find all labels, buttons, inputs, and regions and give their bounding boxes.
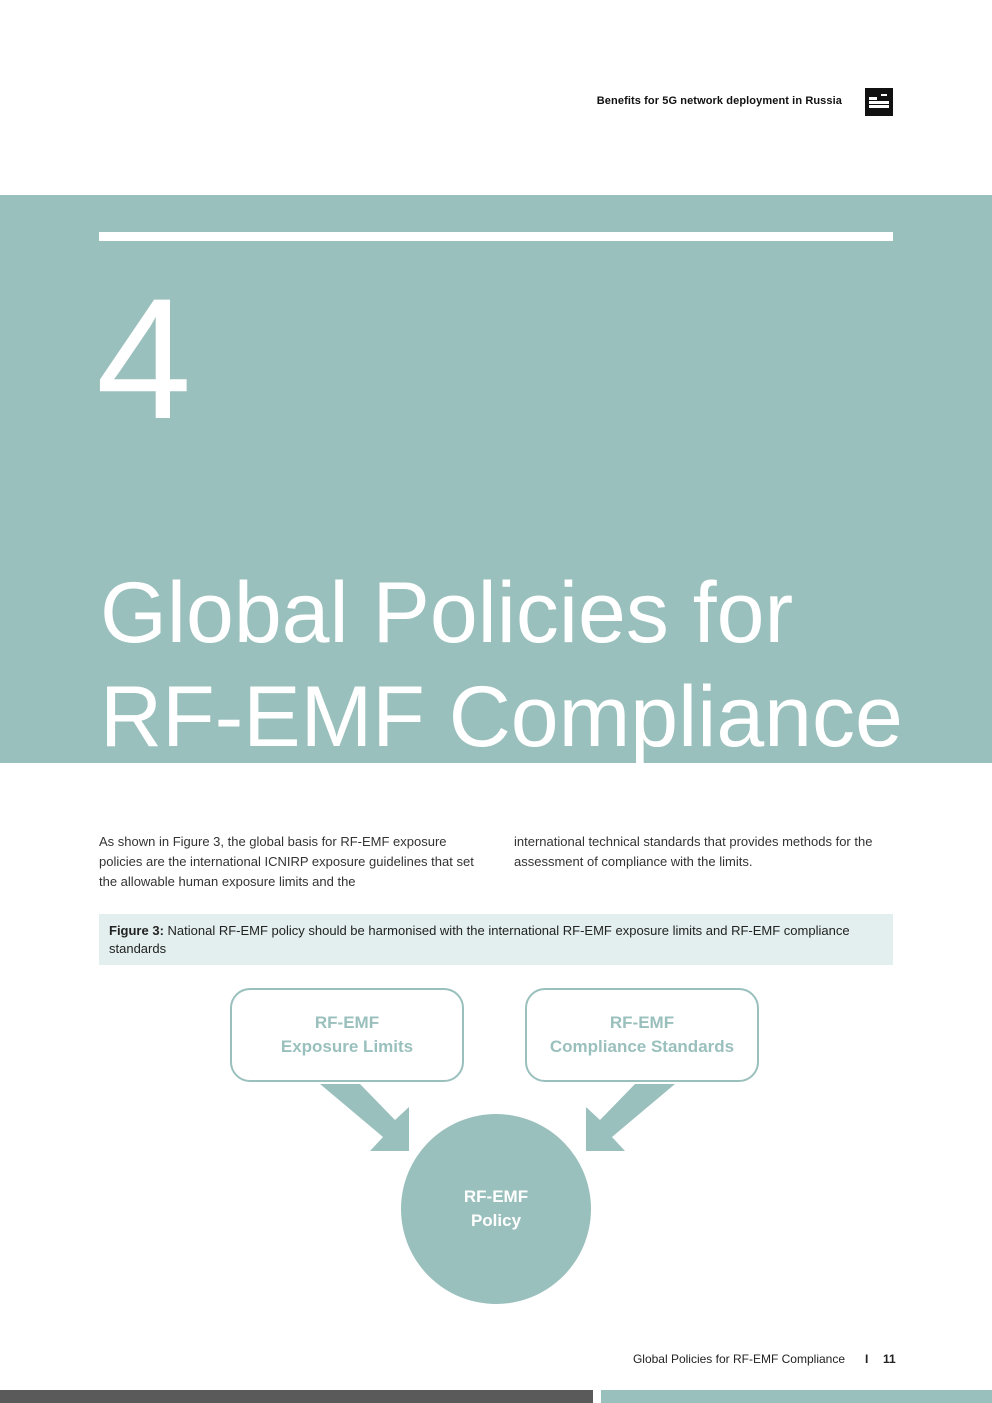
policy-diagram — [0, 980, 992, 1320]
compliance-standards-line-1: RF-EMF — [609, 1013, 675, 1032]
arrow-right-icon — [565, 1080, 695, 1160]
running-header-title: Benefits for 5G network deployment in Russia — [596, 95, 842, 107]
policy-circle-line-2: Policy — [470, 1211, 522, 1230]
chapter-title — [100, 561, 920, 769]
footer-bar-dark — [0, 1390, 593, 1403]
policy-circle-line-1: RF-EMF — [463, 1187, 529, 1206]
compliance-standards-box — [525, 988, 759, 1082]
policy-circle — [401, 1114, 591, 1304]
footer-separator: I — [865, 1352, 869, 1366]
exposure-limits-box — [230, 988, 464, 1082]
footer-bar-teal — [601, 1390, 992, 1403]
body-paragraph-left: As shown in Figure 3, the global basis for RF-EMF exposure policies are the international ICNIRP exposure guidelines that set the allowable human exposure limits and the — [99, 834, 474, 889]
figure-caption-text: National RF-EMF policy should be harmonised with the international RF-EMF exposure limits and RF-EMF compliance standards — [109, 923, 850, 956]
chapter-title-line-1: Global Policies for — [100, 564, 794, 661]
figure-caption — [99, 914, 893, 965]
exposure-limits-line-2: Exposure Limits — [280, 1037, 414, 1056]
footer-section-title: Global Policies for RF-EMF Compliance — [632, 1352, 845, 1366]
compliance-standards-line-2: Compliance Standards — [549, 1037, 735, 1056]
building-logo-icon — [865, 88, 893, 116]
hero-rule — [99, 232, 893, 241]
footer-page-number: 11 — [883, 1352, 896, 1366]
body-paragraph-right: international technical standards that provides methods for the assessment of compliance with the limits. — [514, 834, 873, 869]
chapter-title-line-2: RF-EMF Compliance — [100, 668, 903, 765]
arrow-left-icon — [300, 1080, 430, 1160]
chapter-hero-banner — [0, 195, 992, 763]
chapter-number: 4 — [96, 263, 192, 455]
figure-label: Figure 3: — [109, 923, 164, 938]
exposure-limits-line-1: RF-EMF — [314, 1013, 380, 1032]
